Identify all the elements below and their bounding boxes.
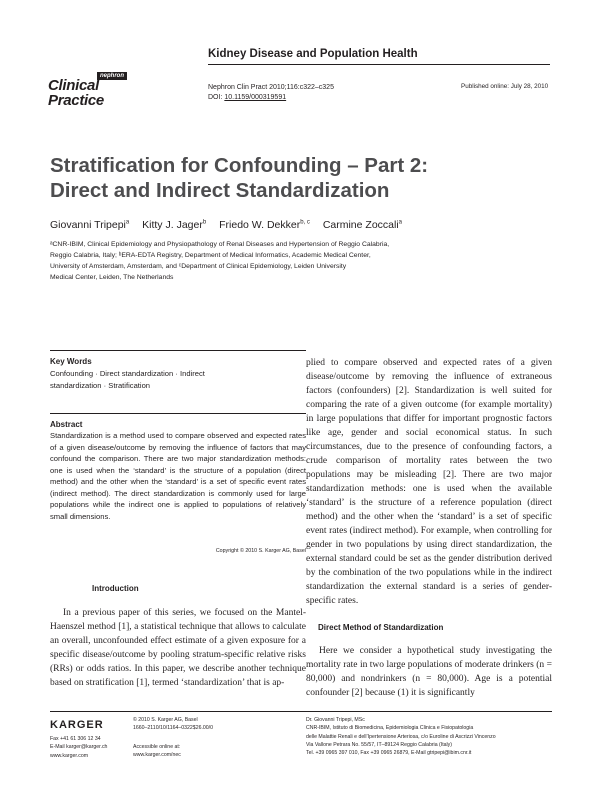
affiliation-line: Reggio Calabria, Italy; ᵇERA-EDTA Registry, Department of Medical Informatics, Academic Medical Center, [50,252,371,259]
logo-line-1: Clinical [48,77,99,94]
journal-logo-small: nephron [97,72,127,80]
online-line: Accessible online at: [133,744,181,750]
abstract-rule [50,413,306,414]
correspondence-line: Via Vallone Petrara No. 55/57, IT–89124 Reggio Calabria (Italy) [306,741,453,748]
author-name: Giovanni Tripepi [50,219,126,231]
introduction-text: In a previous paper of this series, we focused on the Mantel-Haenszel method [1], a statistical technique that allows to calculate an overall, unconfounded effect estimate of a given exposure for a specific disease/outcome by pooling stratum-specific relative risks (RRs) or odds ratios. In this paper, we describe another technique based on stratification [1], termed ‘standardization’ that is ap- [50,608,306,688]
correspondence-line: CNR-IBIM, Istituto di Biomedicina, Epidemiologia Clinica e Fisiopatologia [306,725,474,732]
publisher-fax: Fax +41 61 306 12 34 [50,736,101,742]
article-title [50,153,570,203]
key-words-rule [50,350,306,351]
copyright-block [133,716,213,733]
affiliation-line: University of Amsterdam, Amsterdam, and ᶜDepartment of Clinical Epidemiology, Leiden University [50,263,347,270]
publisher-web[interactable]: www.karger.com [50,752,89,759]
key-words-line: standardization · Stratification [50,380,151,390]
direct-method-text: Here we consider a hypothetical study investigating the mortality rate in two large populations of moderate drinkers (n = 80,000) and nondrinkers (n = 80,000). Age is a potential confounder [2] because (1) it is significantly [306,646,552,698]
copyright-line: © 2010 S. Karger AG, Basel [133,717,198,723]
author-name: Friedo W. Dekker [219,219,301,231]
citation: Nephron Clin Pract 2010;116:c322–c325 [208,84,334,91]
affiliation-line: ᵃCNR-IBIM, Clinical Epidemiology and Physiopathology of Renal Diseases and Hypertension of Reggio Calabria, [50,241,390,248]
affiliation-line: Medical Center, Leiden, The Netherlands [50,274,174,281]
doi-link[interactable]: 10.1159/000319591 [224,94,287,101]
author-affiliation-mark: b [202,219,207,226]
direct-method-heading: Direct Method of Standardization [318,623,444,632]
body-text: plied to compare observed and expected rates of a given disease/outcome by removing the influence of extraneous factors (confounders) [2]. Standardization is well suited for comparing the rate of a given outcome (for example mortality) in large populations that differ for important prognostic factors like age, gender and social economical status. In such circumstances, due to the presence of confounding factors, a crude comparison of mortality rates between the two populations may be misleading [2]. There are two major standardization methods: one is used when the available ‘standard’ is the structure of a reference population (direct method) and the other when the ‘standard’ is a set of specific event rates (indirect method). For example, when controlling for gender in two populations by using direct standardization, the external standard could be set as the gender distribution derived by the combination of the two populations while in the indirect standardization the external standard is a series of gender-specific rates. [306,358,552,606]
published-date: Published online: July 28, 2010 [461,83,549,90]
journal-logo [48,78,104,108]
online-url[interactable]: www.karger.com/nec [133,752,181,759]
copyright-line: 1660–2110/10/1164–0322$26.00/0 [133,725,214,732]
correspondence-block [306,716,496,757]
header-rule [208,64,550,65]
author-affiliation-mark: b, c [300,219,310,226]
correspondence-line: delle Malattie Renali e dell’Ipertensione Arteriosa, c/o Euroline di Ascrizzi Vincenzo [306,733,496,740]
abstract-block [50,420,306,522]
footer-rule [50,711,552,712]
online-access-block [133,743,181,760]
abstract-text: Standardization is a method used to compare observed and expected rates of a given disease/outcome by removing the influence of factors that may confound the comparison. There are two major standardization methods: one is used when the ‘standard’ is the structure of a population (direct method) and the other when the ‘standard’ is a set of specific event rates (indirect method). The direct standardization is commonly used for large populations while the indirect one is applied to populations of relatively small dimensions. [50,431,306,521]
abstract-copyright: Copyright © 2010 S. Karger AG, Basel [215,548,306,554]
publisher-email[interactable]: E-Mail karger@karger.ch [50,744,108,751]
author-name: Kitty J. Jager [142,219,203,231]
title-line-2: Direct and Indirect Standardization [50,179,390,202]
section-heading: Kidney Disease and Population Health [208,48,418,60]
citation-block [208,83,334,103]
title-line-1: Stratification for Confounding – Part 2: [50,154,429,177]
karger-logo: KARGER [50,719,104,731]
introduction-heading: Introduction [92,584,139,593]
author-affiliation-mark: a [398,219,403,226]
abstract-heading: Abstract [50,420,83,429]
affiliations [50,239,410,283]
publisher-contact [50,735,107,760]
author-name: Carmine Zoccali [322,219,399,231]
correspondence-line: Dr. Giovanni Tripepi, MSc [306,717,365,723]
doi: DOI: 10.1159/000319591 [208,94,287,101]
key-words-heading: Key Words [50,357,92,366]
key-words-line: Confounding · Direct standardization · Indirect [50,369,205,378]
correspondence-line: Tel. +39 0965 397 010, Fax +39 0965 26879, E-Mail gtripepi@ibim.cnr.it [306,750,472,757]
author-affiliation-mark: a [125,219,130,226]
authors [50,219,402,231]
logo-line-2: Practice [48,92,104,109]
key-words-block [50,357,306,391]
